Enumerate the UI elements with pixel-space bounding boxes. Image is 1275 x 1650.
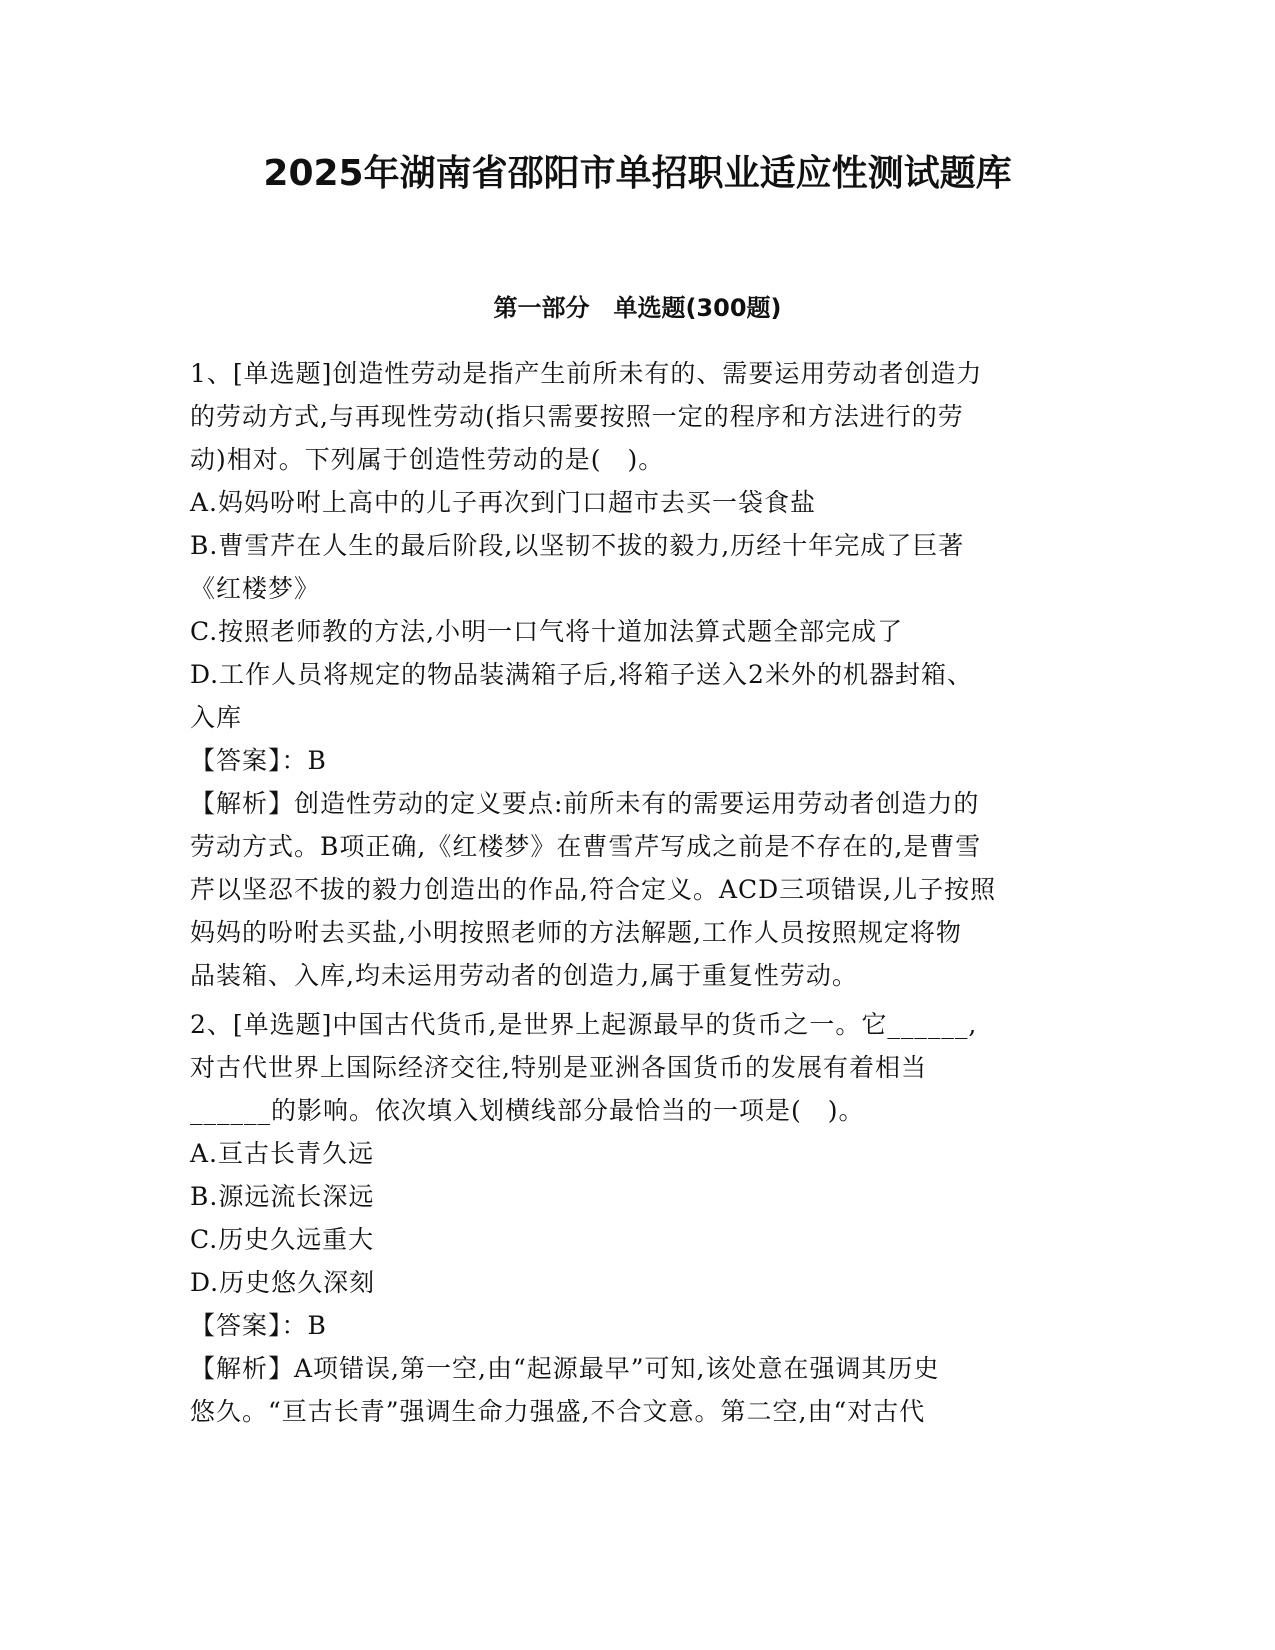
analysis-line: 悠久。“亘古长青”强调生命力强盛,不合文意。第二空,由“对古代 [190, 1397, 926, 1426]
question-stem [190, 1003, 1085, 1132]
option-b: B.源远流长深远 [190, 1182, 375, 1211]
answer-line: 【答案】：B [190, 1311, 327, 1340]
option-b: B.曹雪芹在人生的最后阶段,以坚韧不拔的毅力,历经十年完成了巨著 [190, 531, 965, 560]
question-options [190, 1132, 1085, 1304]
analysis-line: 芹以坚忍不拔的毅力创造出的作品,符合定义。ACD三项错误,儿子按照 [190, 875, 997, 904]
analysis-line: 【解析】创造性劳动的定义要点:前所未有的需要运用劳动者创造力的 [190, 789, 980, 818]
option-c: C.按照老师教的方法,小明一口气将十道加法算式题全部完成了 [190, 617, 904, 646]
section-title: 第一部分 单选题(300题) [493, 294, 782, 322]
analysis-line: 妈妈的吩咐去买盐,小明按照老师的方法解题,工作人员按照规定将物 [190, 918, 962, 947]
stem-line: 对古代世界上国际经济交往,特别是亚洲各国货币的发展有着相当 [190, 1053, 927, 1082]
analysis-line: 【解析】A项错误,第一空,由“起源最早”可知,该处意在强调其历史 [190, 1354, 940, 1383]
question-list [190, 352, 1085, 1433]
option-a: A.亘古长青久远 [190, 1139, 375, 1168]
stem-line: 动)相对。下列属于创造性劳动的是( )。 [190, 445, 665, 474]
option-d-continued: 入库 [190, 703, 243, 732]
analysis [190, 782, 1085, 997]
stem-line: ______的影响。依次填入划横线部分最恰当的一项是( )。 [190, 1096, 865, 1125]
option-c: C.历史久远重大 [190, 1225, 375, 1254]
question-2 [190, 1003, 1085, 1433]
analysis-line: 劳动方式。B项正确,《红楼梦》在曹雪芹写成之前是不存在的,是曹雪 [190, 832, 982, 861]
option-a: A.妈妈吩咐上高中的儿子再次到门口超市去买一袋食盐 [190, 488, 817, 517]
option-b-continued: 《红楼梦》 [190, 574, 321, 603]
question-options [190, 481, 1085, 739]
option-d: D.工作人员将规定的物品装满箱子后,将箱子送入2米外的机器封箱、 [190, 660, 973, 689]
option-d: D.历史悠久深刻 [190, 1268, 376, 1297]
analysis [190, 1347, 1085, 1433]
document-title: 2025年湖南省邵阳市单招职业适应性测试题库 [263, 153, 1012, 194]
question-stem [190, 352, 1085, 481]
analysis-line: 品装箱、入库,均未运用劳动者的创造力,属于重复性劳动。 [190, 961, 858, 990]
stem-line: 1、[单选题]创造性劳动是指产生前所未有的、需要运用劳动者创造力 [190, 359, 983, 388]
answer-line: 【答案】：B [190, 746, 327, 775]
stem-line: 2、[单选题]中国古代货币,是世界上起源最早的货币之一。它______, [190, 1010, 978, 1039]
stem-line: 的劳动方式,与再现性劳动(指只需要按照一定的程序和方法进行的劳 [190, 402, 964, 431]
question-1 [190, 352, 1085, 997]
